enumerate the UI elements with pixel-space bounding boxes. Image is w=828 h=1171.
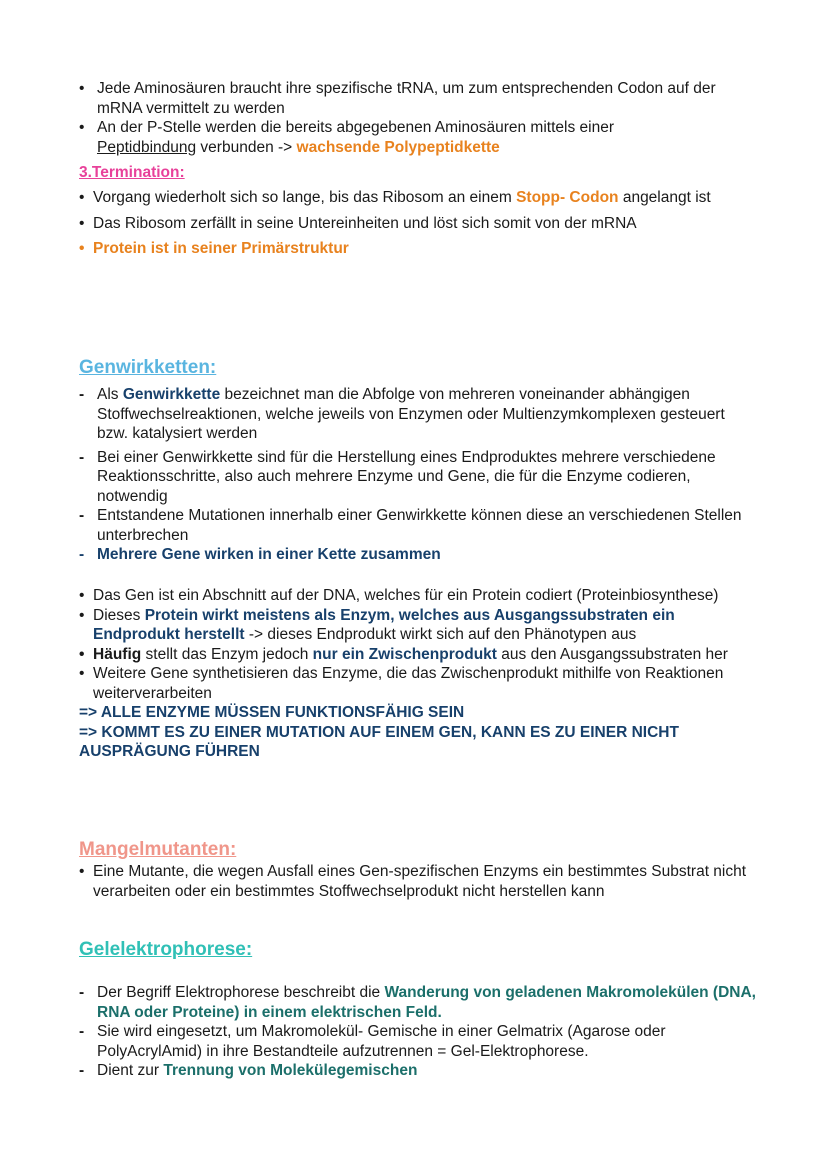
mangelmutanten-heading-wrap (79, 840, 759, 860)
list-item: • Dieses Protein wirkt meistens als Enzym, welches aus Ausgangssubstraten ein Endprodukt herstellt -> dieses Endprodukt wirkt sich auf den Phänotypen aus (79, 606, 675, 643)
list-item: • Häufig stellt das Enzym jedoch nur ein Zwischenprodukt aus den Ausgangssubstraten her (79, 645, 728, 663)
list-item: - Sie wird eingesetzt, um Makromolekül- Gemische in einer Gelmatrix (Agarose oder PolyAcrylAmid) in ihre Bestandteile aufzutrennen = Gel-Elektrophorese. (79, 1023, 666, 1060)
list-item: • Vorgang wiederholt sich so lange, bis das Ribosom an einem Stopp- Codon angelangt ist (79, 189, 711, 206)
conclusion-1: => ALLE ENZYME MÜSSEN FUNKTIONSFÄHIG SEIN (79, 704, 465, 721)
gelelektrophorese-heading: Gelelektrophorese: (79, 939, 253, 960)
list-item: • Jede Aminosäuren braucht ihre spezifische tRNA, um zum entsprechenden Codon auf der mRNA vermittelt zu werden (79, 80, 716, 117)
termination-heading: 3.Termination: (79, 164, 185, 181)
list-item: • Protein ist in seiner Primärstruktur (79, 240, 349, 257)
list-item: - Mehrere Gene wirken in einer Kette zusammen (79, 546, 441, 563)
gelelektrophorese-heading-wrap (79, 940, 759, 960)
genwirkketten-bullet-list (79, 586, 759, 762)
list-item: - Bei einer Genwirkkette sind für die Herstellung eines Endproduktes mehrere verschiedene Reaktionsschritte, also auch mehrere Enzyme und Gene, die für die Enzyme codieren, notwendig (79, 448, 716, 505)
gelelektrophorese-list (79, 983, 759, 1081)
translation-end-list (79, 79, 759, 157)
list-item: - Entstandene Mutationen innerhalb einer Genwirkkette können diese an verschiedenen Stellen unterbrechen (79, 507, 742, 544)
list-item: - Dient zur Trennung von Molekülegemischen (79, 1062, 418, 1079)
genwirkketten-heading-wrap (79, 358, 759, 378)
mangelmutanten-list (79, 862, 759, 901)
list-item: • Das Ribosom zerfällt in seine Untereinheiten und löst sich somit von der mRNA (79, 214, 637, 232)
termination-section (79, 163, 759, 183)
list-item: • Das Gen ist ein Abschnitt auf der DNA, welches für ein Protein codiert (Proteinbiosynthese) (79, 587, 719, 604)
peptidbindung-term: Peptidbindung (97, 138, 197, 156)
list-item: • Weitere Gene synthetisieren das Enzyme, die das Zwischenprodukt mithilfe von Reaktionen weiterverarbeiten (79, 665, 724, 702)
conclusion-2: => KOMMT ES ZU EINER MUTATION AUF EINEM GEN, KANN ES ZU EINER NICHT AUSPRÄGUNG FÜHREN (79, 723, 679, 760)
list-item: - Der Begriff Elektrophorese beschreibt die Wanderung von geladenen Makromolekülen (DNA, RNA oder Proteine) in einem elektrischen Feld. (79, 984, 756, 1021)
genwirkketten-dash-list (79, 385, 759, 565)
genwirkketten-heading: Genwirkketten: (79, 357, 217, 378)
mangelmutanten-heading: Mangelmutanten: (79, 839, 237, 860)
list-item: - Als Genwirkkette bezeichnet man die Abfolge von mehreren voneinander abhängigen Stoffwechselreaktionen, welche jeweils von Enzymen oder Multienzymkomplexen gesteuert bzw. katalysiert werden (79, 386, 725, 442)
list-item: • Eine Mutante, die wegen Ausfall eines Gen-spezifischen Enzyms ein bestimmtes Substrat nicht verarbeiten oder ein bestimmtes Stoffwechselprodukt nicht herstellen kann (79, 863, 747, 900)
termination-list (79, 188, 759, 259)
list-item: • An der P-Stelle werden die bereits abgegebenen Aminosäuren mittels einer Peptidbindung verbunden -> wachsende Polypeptidkette (79, 119, 614, 156)
